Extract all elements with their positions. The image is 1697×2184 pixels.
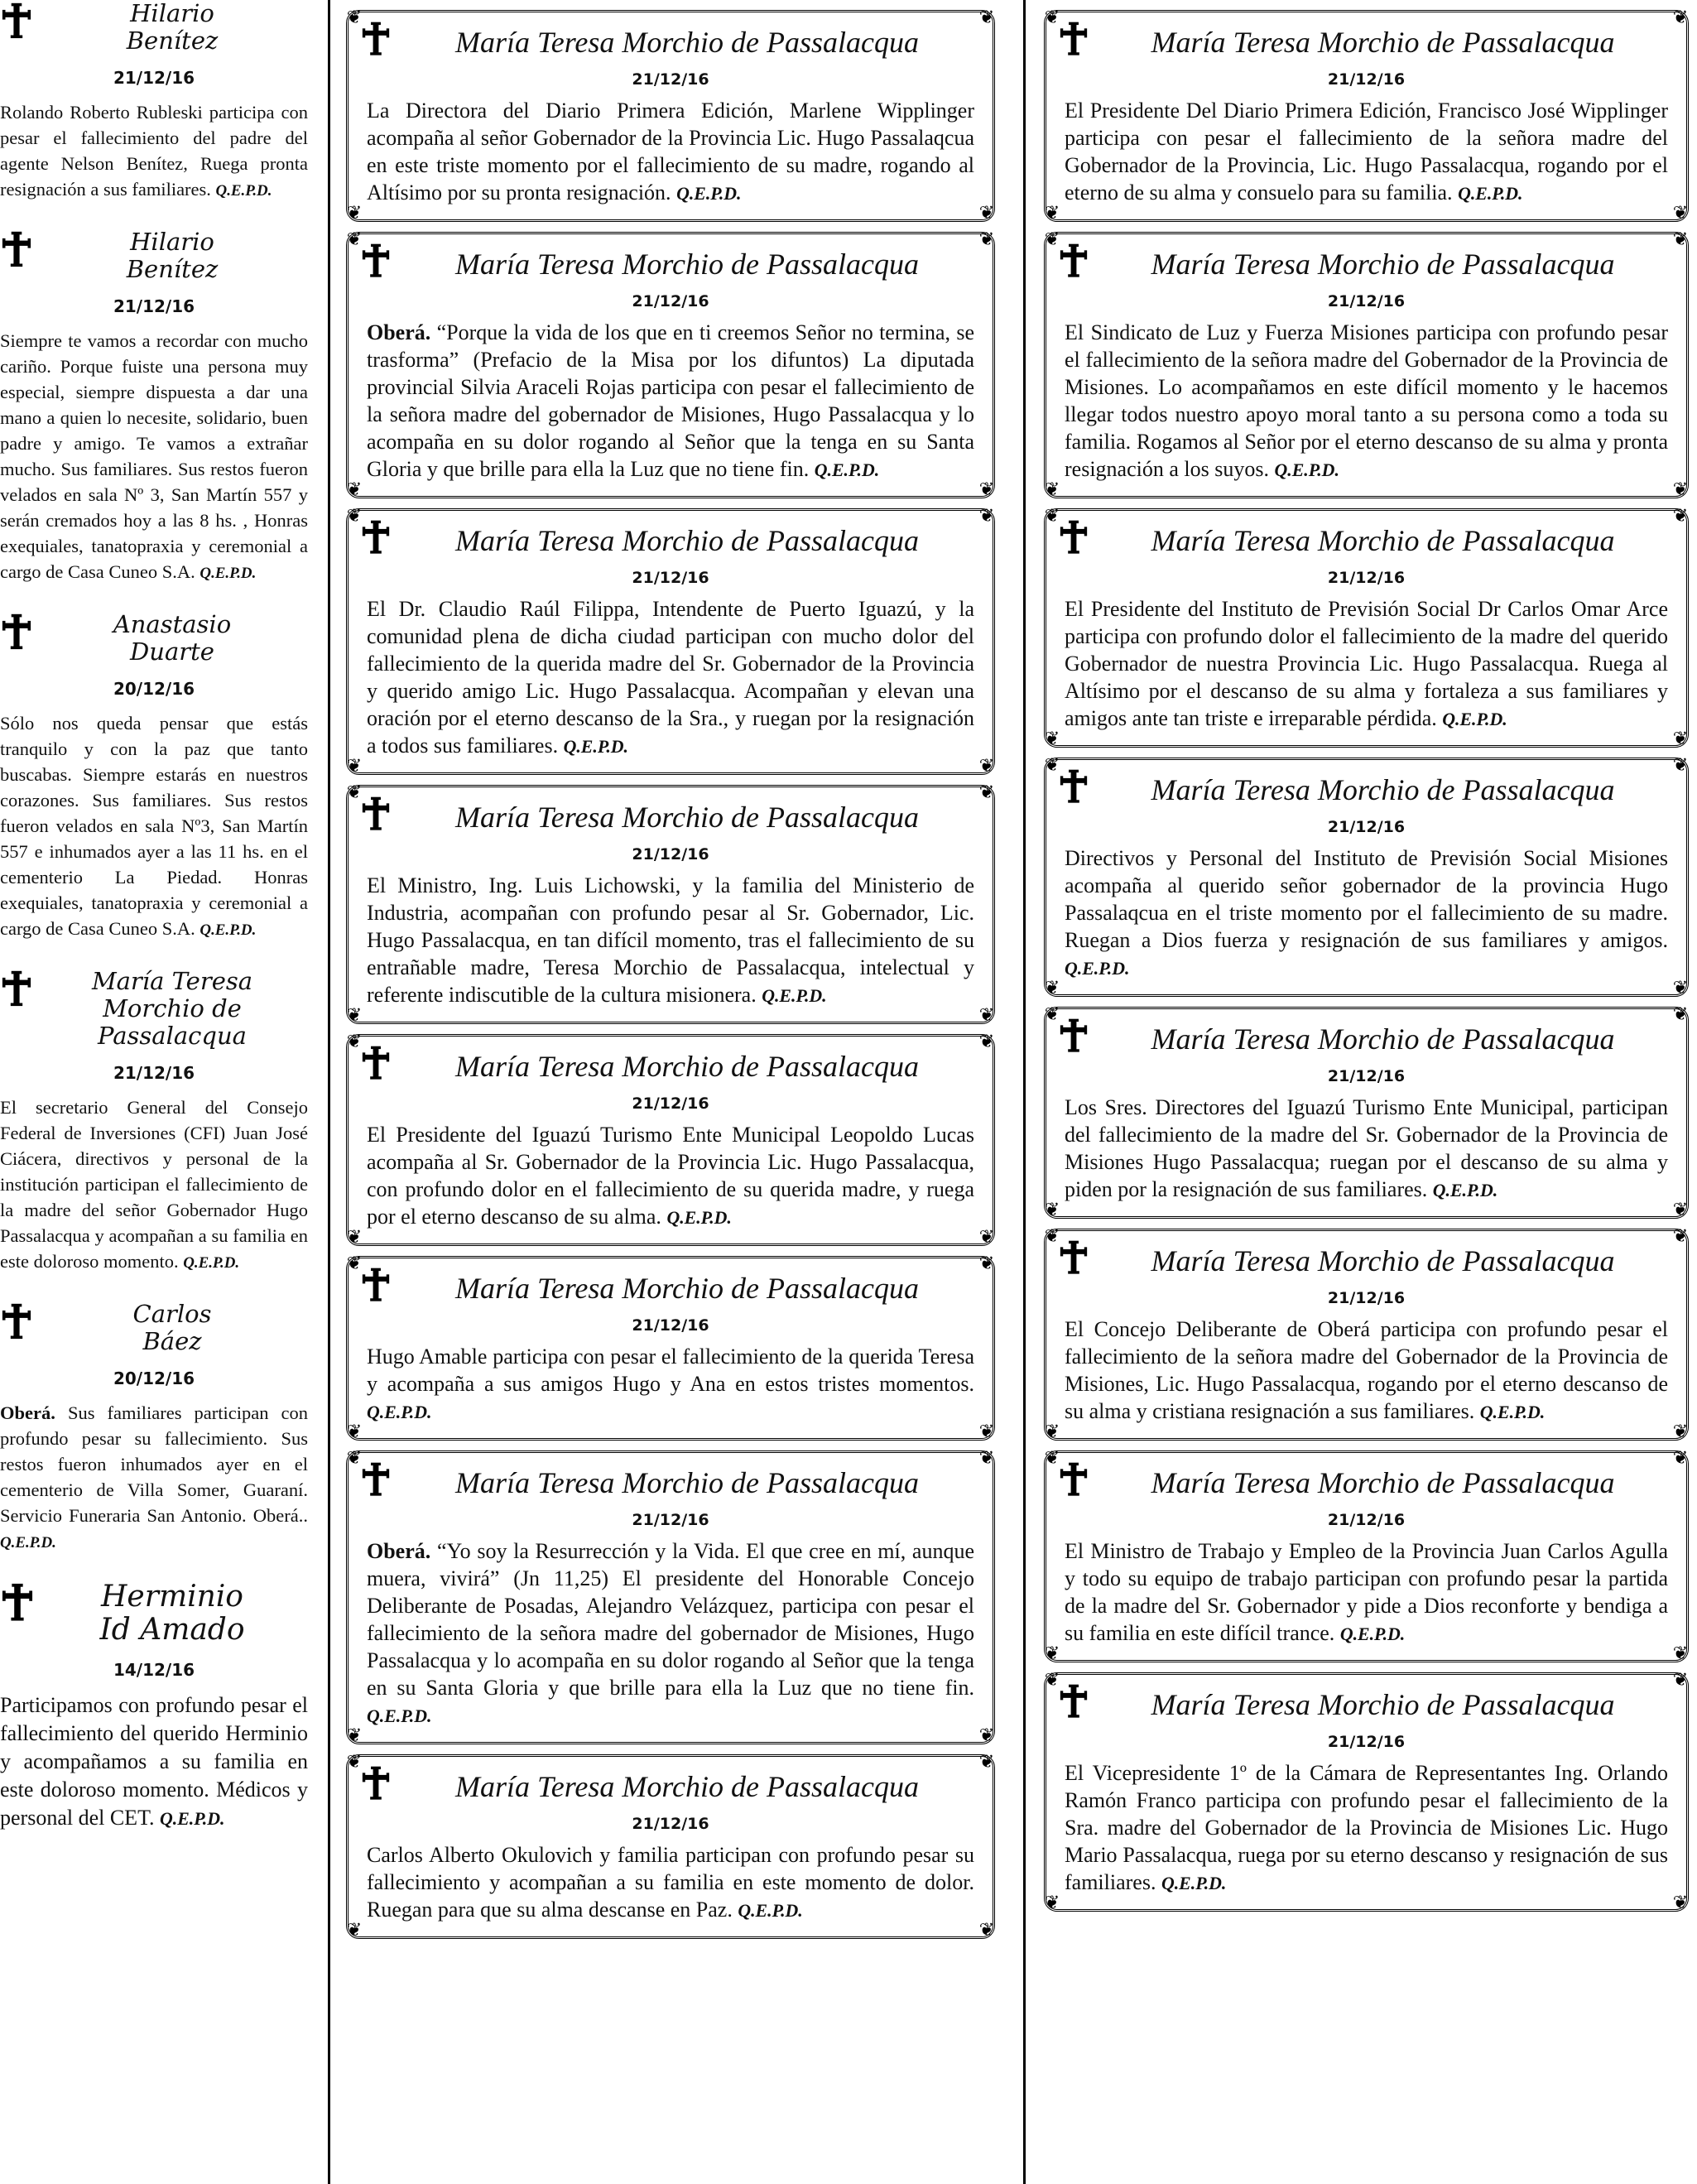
obituary-notice: [0, 611, 308, 943]
notice-title: María Teresa Morchio de Passalacqua: [1151, 1244, 1615, 1277]
corner-ornament-icon: ❦: [346, 1725, 363, 1746]
cross-icon: [2, 230, 31, 267]
corner-ornament-icon: ❦: [978, 1227, 995, 1248]
deceased-name-line: María Teresa: [91, 967, 253, 995]
corner-ornament-icon: ❦: [1044, 229, 1060, 250]
notice-date: 21/12/16: [1327, 70, 1406, 89]
notice-body: Los Sres. Directores del Iguazú Turismo Ente Municipal, participan del fallecimiento de la madre del Sr. Gobernador de la Provincia de Misiones Hugo Passalacqua; ruegan por el descanso de su alma y piden por la resignación de sus familiares.: [1065, 1095, 1668, 1201]
notice-body: El Dr. Claudio Raúl Filippa, Intendente de Puerto Iguazú, y la comunidad plena de dicha ciudad participan con mucho dolor del fallecimiento de la querida madre del Sr. Gobernador de la Provincia y querido amigo Lic. Hugo Passalacqua. Acompañan y elevan una oración por el eterno descanso de la Sra., y ruegan por la resignación a todos sus familiares.: [367, 597, 974, 758]
notice-title: María Teresa Morchio de Passalacqua: [455, 248, 919, 281]
obituary-notice: [0, 0, 308, 204]
notice-text: [1065, 319, 1668, 484]
deceased-name-line: Hilario: [130, 228, 214, 256]
notice-text: [1065, 1316, 1668, 1426]
notice-date: 21/12/16: [113, 296, 195, 316]
qepd-mark: Q.E.P.D.: [215, 182, 272, 200]
corner-ornament-icon: ❦: [1044, 1226, 1060, 1247]
notice-date: 21/12/16: [632, 292, 709, 310]
notice-date: 21/12/16: [1327, 1733, 1406, 1751]
place-name: Oberá.: [0, 1402, 55, 1423]
qepd-mark: Q.E.P.D.: [1339, 1624, 1406, 1644]
notice-body: La Directora del Diario Primera Edición, Marlene Wipplinger acompaña al señor Gobernador de la Provincia Lic. Hugo Passalaqcua en este triste momento por el fallecimiento de su madre, rogando al Altísimo por su pronta resignación.: [367, 99, 974, 204]
notice-title: María Teresa Morchio de Passalacqua: [455, 26, 919, 59]
corner-ornament-icon: ❦: [978, 506, 995, 527]
left-column: [0, 0, 308, 2184]
deceased-name-line: Duarte: [130, 637, 214, 666]
corner-ornament-icon: ❦: [1672, 729, 1689, 749]
condolence-notice: [1044, 1450, 1689, 1662]
corner-ornament-icon: ❦: [978, 756, 995, 777]
corner-ornament-icon: ❦: [1672, 755, 1689, 776]
corner-ornament-icon: ❦: [978, 1032, 995, 1052]
notice-text: [1065, 1759, 1668, 1898]
notice-text: [1065, 97, 1668, 208]
notice-body: Rolando Roberto Rubleski participa con pesar el fallecimiento del padre del agente Nelson Benítez, Ruega pronta resignación a sus familiares.: [0, 102, 308, 200]
notice-date: 21/12/16: [1327, 569, 1406, 587]
notice-body: “Yo soy la Resurrección y la Vida. El que cree en mí, aunque muera, vivirá” (Jn 11,25) El presidente del Honorable Concejo Deliberante de Posadas, Alejandro Velázquez, participa con pesar el fallecimiento de la señora madre del gobernador de Misiones, Hugo Passalacqua y lo acompaña en su dolor rogando al Señor que la tenga en su Santa Gloria y que brille para ella la Luz que no tiene fin.: [367, 1539, 974, 1700]
corner-ornament-icon: ❦: [1672, 229, 1689, 250]
column-rule-left: [328, 0, 330, 2184]
notice-text: [367, 97, 974, 208]
qepd-mark: Q.E.P.D.: [814, 460, 880, 480]
corner-ornament-icon: ❦: [346, 1032, 363, 1052]
notice-date: 21/12/16: [632, 1094, 709, 1113]
cross-icon: [1060, 243, 1088, 278]
notice-body: Carlos Alberto Okulovich y familia participan con profundo pesar su fallecimiento y acompañan a su familia en este momento de dolor. Ruegan para que su alma descanse en Paz.: [367, 1843, 974, 1922]
corner-ornament-icon: ❦: [1044, 1004, 1060, 1025]
notice-date: 21/12/16: [1327, 1511, 1406, 1529]
cross-icon: [362, 519, 390, 555]
deceased-name-line: Benítez: [126, 26, 219, 55]
notice-date: 20/12/16: [113, 1369, 195, 1388]
notice-date: 21/12/16: [113, 68, 195, 88]
corner-ornament-icon: ❦: [978, 1422, 995, 1442]
notice-text: [1065, 1094, 1668, 1205]
deceased-name-line: Báez: [142, 1327, 202, 1355]
corner-ornament-icon: ❦: [346, 756, 363, 777]
cross-icon: [2, 2, 31, 39]
corner-ornament-icon: ❦: [1044, 1670, 1060, 1691]
qepd-mark: Q.E.P.D.: [1274, 460, 1339, 480]
qepd-mark: Q.E.P.D.: [367, 1706, 432, 1726]
notice-text: [0, 1691, 308, 1833]
notice-title: María Teresa Morchio de Passalacqua: [1151, 1022, 1615, 1056]
corner-ornament-icon: ❦: [346, 1448, 363, 1469]
notice-body: El secretario General del Consejo Federal de Inversiones (CFI) Juan José Ciácera, directivos y personal de la institución participan el fallecimiento de la madre del señor Gobernador Hugo Passalacqua y acompañan a su familia en este doloroso momento.: [0, 1097, 308, 1272]
notice-date: 21/12/16: [113, 1063, 195, 1083]
deceased-name: [36, 1580, 308, 1647]
corner-ornament-icon: ❦: [978, 7, 995, 28]
deceased-name-line: Anastasio: [113, 610, 232, 638]
condolence-notice: [1044, 508, 1689, 748]
corner-ornament-icon: ❦: [1672, 1670, 1689, 1691]
notice-text: [367, 1343, 974, 1426]
notice-body: Sólo nos queda pensar que estás tranquilo y con la paz que tanto buscabas. Siempre estarás en nuestros corazones. Sus familiares. Sus restos fueron velados en sala Nº3, San Martín 557 e inhumados ayer a las 11 hs. en el cementerio La Piedad. Honras exequiales, tanatopraxia y ceremonial a cargo de Casa Cuneo S.A.: [0, 713, 308, 939]
corner-ornament-icon: ❦: [1672, 1893, 1689, 1913]
corner-ornament-icon: ❦: [346, 506, 363, 527]
cross-icon: [1060, 519, 1088, 555]
notice-title: María Teresa Morchio de Passalacqua: [455, 1466, 919, 1499]
cross-icon: [2, 613, 31, 650]
corner-ornament-icon: ❦: [346, 1227, 363, 1248]
notice-body: El Vicepresidente 1º de la Cámara de Representantes Ing. Orlando Ramón Franco participa con profundo pesar el fallecimiento de la Sra. madre del Gobernador de la Provincia de Misiones Lic. Hugo Mario Passalacqua, ruega por su eterno descanso y resignación de sus familiares.: [1065, 1761, 1668, 1894]
qepd-mark: Q.E.P.D.: [762, 986, 827, 1006]
corner-ornament-icon: ❦: [1672, 1004, 1689, 1025]
deceased-name-line: Id Amado: [99, 1613, 245, 1647]
notice-text: [0, 1400, 308, 1556]
notice-title: María Teresa Morchio de Passalacqua: [455, 1050, 919, 1083]
corner-ornament-icon: ❦: [1672, 479, 1689, 500]
qepd-mark: Q.E.P.D.: [183, 1254, 240, 1272]
corner-ornament-icon: ❦: [346, 203, 363, 224]
corner-ornament-icon: ❦: [1044, 755, 1060, 776]
qepd-mark: Q.E.P.D.: [1442, 710, 1507, 729]
notice-body: Sus familiares participan con profundo pesar su fallecimiento. Sus restos fueron inhumados ayer en el cementerio de Villa Somer, Guaraní. Servicio Funeraria San Antonio. Oberá..: [0, 1402, 308, 1526]
deceased-name-line: Morchio de Passalacqua: [98, 994, 247, 1050]
condolence-notice: [346, 229, 995, 500]
corner-ornament-icon: ❦: [1044, 1643, 1060, 1664]
notice-date: 21/12/16: [632, 845, 709, 863]
cross-icon: [2, 1582, 33, 1622]
condolence-notice: [346, 508, 995, 775]
corner-ornament-icon: ❦: [1672, 7, 1689, 28]
notice-body: El Concejo Deliberante de Oberá participa con profundo pesar el fallecimiento de la señora madre del Gobernador de la Provincia de Misiones, Lic. Hugo Passalacqua, rogando por el eterno descanso de su alma y cristiana resignación a sus familiares.: [1065, 1317, 1668, 1423]
notice-text: [367, 595, 974, 761]
corner-ornament-icon: ❦: [346, 782, 363, 803]
notice-text: [1065, 595, 1668, 734]
corner-ornament-icon: ❦: [1672, 506, 1689, 527]
deceased-name: [36, 968, 308, 1050]
condolence-notice: [346, 1450, 995, 1744]
right-column: [1039, 0, 1697, 2184]
notice-body: “Porque la vida de los que en ti creemos Señor no termina, se trasforma” (Prefacio de la Misa por los difuntos) La diputada provincial Silvia Araceli Rojas participa con pesar el fallecimiento de la señora madre del gobernador de Misiones, Hugo Passalacqua y lo acompaña en su dolor rogando al Señor que la tenga en su Santa Gloria y que brille para ella la Luz que no tiene fin.: [367, 320, 975, 481]
notice-title: María Teresa Morchio de Passalacqua: [1151, 773, 1615, 806]
qepd-mark: Q.E.P.D.: [676, 184, 742, 204]
notice-text: [1065, 1537, 1668, 1648]
notice-title: María Teresa Morchio de Passalacqua: [1151, 524, 1615, 557]
condolence-notice: [1044, 229, 1689, 500]
obituary-notice: [0, 229, 308, 586]
corner-ornament-icon: ❦: [1044, 1200, 1060, 1220]
cross-icon: [362, 1267, 390, 1302]
condolence-notice: [346, 1034, 995, 1246]
deceased-name-line: Carlos: [132, 1300, 212, 1328]
corner-ornament-icon: ❦: [346, 7, 363, 28]
notice-body: El Presidente del Instituto de Previsión Social Dr Carlos Omar Arce participa con profundo dolor el fallecimiento de la madre del querido Gobernador de nuestra Provincia Lic. Hugo Passalacqua. Ruega al Altísimo por el descanso de su alma y fortaleza a sus familiares y amigos ante tan triste e irreparable pérdida.: [1065, 597, 1668, 730]
corner-ornament-icon: ❦: [978, 782, 995, 803]
notice-body: Siempre te vamos a recordar con mucho cariño. Porque fuiste una persona muy especial, siempre dispuesta a dar una mano a quien lo necesite, solidario, buen padre y amigo. Te vamos a extrañar mucho. Sus familiares. Sus restos fueron velados en sala Nº 3, San Martín 557 y serán cremados hoy a las 8 hs. , Honras exequiales, tanatopraxia y ceremonial a cargo de Casa Cuneo S.A.: [0, 330, 308, 582]
cross-icon: [362, 1045, 390, 1080]
corner-ornament-icon: ❦: [978, 1253, 995, 1274]
deceased-name: [36, 611, 308, 666]
corner-ornament-icon: ❦: [978, 203, 995, 224]
notice-text: [0, 1094, 308, 1276]
corner-ornament-icon: ❦: [346, 1752, 363, 1773]
corner-ornament-icon: ❦: [1672, 1448, 1689, 1469]
notice-date: 21/12/16: [632, 1316, 709, 1335]
cross-icon: [1060, 1461, 1088, 1497]
cross-icon: [1060, 21, 1088, 56]
corner-ornament-icon: ❦: [346, 1422, 363, 1442]
notice-text: [367, 319, 974, 484]
corner-ornament-icon: ❦: [1044, 203, 1060, 224]
corner-ornament-icon: ❦: [346, 479, 363, 500]
corner-ornament-icon: ❦: [1044, 978, 1060, 998]
qepd-mark: Q.E.P.D.: [1479, 1402, 1546, 1422]
qepd-mark: Q.E.P.D.: [367, 1402, 432, 1422]
deceased-name-line: Benítez: [126, 255, 219, 283]
condolence-notice: [1044, 1226, 1689, 1442]
deceased-name: [36, 1301, 308, 1355]
obituary-notice: [0, 968, 308, 1276]
notice-body: El Presidente del Iguazú Turismo Ente Municipal Leopoldo Lucas acompaña al Sr. Gobernador de la Provincia Lic. Hugo Passalacqua, con profundo dolor en el fallecimiento de su querida madre, y ruega por el eterno descanso de su alma.: [367, 1123, 974, 1229]
notice-body: Directivos y Personal del Instituto de Previsión Social Misiones acompaña al querido señor gobernador de la provincia Hugo Passalaqcua en el triste momento por el fallecimiento de su madre. Ruegan a Dios fuerza y resignación de sus familiares y amigos.: [1065, 846, 1668, 952]
cross-icon: [362, 1461, 390, 1497]
corner-ornament-icon: ❦: [346, 1253, 363, 1274]
obituary-notice: [0, 1301, 308, 1556]
cross-icon: [1060, 768, 1088, 804]
qepd-mark: Q.E.P.D.: [563, 737, 629, 757]
notice-date: 21/12/16: [1327, 1289, 1406, 1307]
place-name: Oberá.: [367, 320, 431, 344]
notice-text: [1065, 844, 1668, 983]
notice-date: 21/12/16: [632, 1511, 709, 1529]
qepd-mark: Q.E.P.D.: [1161, 1874, 1227, 1893]
notice-text: [0, 328, 308, 586]
condolence-notice: [1044, 755, 1689, 998]
qepd-mark: Q.E.P.D.: [200, 921, 257, 939]
notice-title: María Teresa Morchio de Passalacqua: [1151, 248, 1615, 281]
notice-title: María Teresa Morchio de Passalacqua: [455, 1272, 919, 1305]
qepd-mark: Q.E.P.D.: [666, 1208, 732, 1228]
qepd-mark: Q.E.P.D.: [1432, 1181, 1498, 1200]
notice-body: Participamos con profundo pesar el fallecimiento del querido Herminio y acompañamos a su familia en este doloroso momento. Médicos y personal del CET.: [0, 1693, 308, 1830]
deceased-name: [36, 229, 308, 283]
notice-text: [367, 1537, 974, 1730]
corner-ornament-icon: ❦: [978, 1005, 995, 1026]
corner-ornament-icon: ❦: [1044, 1448, 1060, 1469]
cross-icon: [362, 796, 390, 831]
corner-ornament-icon: ❦: [346, 1005, 363, 1026]
cross-icon: [362, 21, 390, 56]
condolence-notice: [1044, 1672, 1689, 1912]
cross-icon: [1060, 1017, 1088, 1053]
notice-title: María Teresa Morchio de Passalacqua: [455, 524, 919, 557]
corner-ornament-icon: ❦: [1044, 1422, 1060, 1442]
qepd-mark: Q.E.P.D.: [1065, 959, 1130, 979]
corner-ornament-icon: ❦: [1044, 506, 1060, 527]
corner-ornament-icon: ❦: [978, 1725, 995, 1746]
corner-ornament-icon: ❦: [1672, 1643, 1689, 1664]
notice-text: [367, 1841, 974, 1925]
corner-ornament-icon: ❦: [346, 1920, 363, 1941]
cross-icon: [362, 243, 390, 278]
corner-ornament-icon: ❦: [978, 1752, 995, 1773]
notice-date: 21/12/16: [632, 569, 709, 587]
notice-text: [0, 99, 308, 204]
obituary-notice: [0, 1580, 308, 1833]
corner-ornament-icon: ❦: [1044, 7, 1060, 28]
corner-ornament-icon: ❦: [346, 229, 363, 250]
notice-date: 21/12/16: [1327, 818, 1406, 836]
notice-body: Hugo Amable participa con pesar el fallecimiento de la querida Teresa y acompaña a sus amigos Hugo y Ana en estos tristes momentos.: [367, 1345, 974, 1396]
qepd-mark: Q.E.P.D.: [160, 1809, 225, 1829]
corner-ornament-icon: ❦: [1044, 729, 1060, 749]
notice-title: María Teresa Morchio de Passalacqua: [1151, 1466, 1615, 1499]
corner-ornament-icon: ❦: [1044, 1893, 1060, 1913]
corner-ornament-icon: ❦: [978, 1448, 995, 1469]
corner-ornament-icon: ❦: [1672, 203, 1689, 224]
condolence-notice: [1044, 1004, 1689, 1220]
corner-ornament-icon: ❦: [1044, 479, 1060, 500]
corner-ornament-icon: ❦: [978, 229, 995, 250]
notice-body: El Ministro de Trabajo y Empleo de la Provincia Juan Carlos Agulla y todo su equipo de trabajo participan con profundo pesar la partida de la madre del Sr. Gobernador y pide a Dios reconforte y bendiga a su familia en este difícil trance.: [1065, 1539, 1668, 1645]
notice-title: María Teresa Morchio de Passalacqua: [1151, 1688, 1615, 1721]
cross-icon: [1060, 1239, 1088, 1275]
notice-text: [0, 710, 308, 943]
cross-icon: [2, 1302, 31, 1340]
qepd-mark: Q.E.P.D.: [200, 565, 257, 582]
notice-title: María Teresa Morchio de Passalacqua: [455, 801, 919, 834]
notice-date: 20/12/16: [113, 679, 195, 699]
corner-ornament-icon: ❦: [1672, 978, 1689, 998]
condolence-notice: [346, 7, 995, 224]
notice-body: El Ministro, Ing. Luis Lichowski, y la familia del Ministerio de Industria, acompañan con profundo pesar al Sr. Gobernador, Lic. Hugo Passalacqua, en tan difícil momento, tras el fallecimiento de su entrañable madre, Teresa Morchio de Passalacqua, intelectual y referente indiscutible de la cultura misionera.: [367, 873, 974, 1007]
condolence-notice: [1044, 7, 1689, 224]
notice-date: 21/12/16: [632, 1815, 709, 1833]
deceased-name: [36, 0, 308, 55]
notice-date: 21/12/16: [632, 70, 709, 89]
cross-icon: [362, 1765, 390, 1801]
corner-ornament-icon: ❦: [978, 1920, 995, 1941]
notice-date: 21/12/16: [1327, 292, 1406, 310]
qepd-mark: Q.E.P.D.: [738, 1901, 803, 1921]
corner-ornament-icon: ❦: [1672, 1200, 1689, 1220]
notice-date: 21/12/16: [1327, 1067, 1406, 1085]
notice-text: [367, 1121, 974, 1232]
column-rule-right: [1023, 0, 1026, 2184]
qepd-mark: Q.E.P.D.: [1458, 184, 1523, 204]
condolence-notice: [346, 1253, 995, 1442]
notice-body: El Presidente Del Diario Primera Edición, Francisco José Wipplinger participa con pesar el fallecimiento de la señora madre del Gobernador de la Provincia, Lic. Hugo Passalacqua, rogando por el eterno de su alma y consuelo para su familia.: [1065, 99, 1668, 204]
qepd-mark: Q.E.P.D.: [0, 1534, 56, 1551]
corner-ornament-icon: ❦: [978, 479, 995, 500]
place-name: Oberá.: [367, 1539, 431, 1563]
corner-ornament-icon: ❦: [1672, 1422, 1689, 1442]
notice-date: 14/12/16: [113, 1660, 195, 1680]
deceased-name-line: Hilario: [130, 0, 214, 27]
deceased-name-line: Herminio: [101, 1580, 243, 1614]
middle-column: [341, 0, 1003, 2184]
condolence-notice: [346, 782, 995, 1026]
notice-text: [367, 872, 974, 1010]
cross-icon: [1060, 1683, 1088, 1719]
condolence-notice: [346, 1754, 995, 1939]
cross-icon: [2, 969, 31, 1007]
notice-body: El Sindicato de Luz y Fuerza Misiones participa con profundo pesar el fallecimiento de la señora madre del Gobernador de la Provincia de Misiones. Lo acompañamos en este difícil momento y le hacemos llegar todos nuestro apoyo moral tanto a su persona como a toda su familia. Rogamos al Señor por el eterno descanso de su alma y pronta resignación a los suyos.: [1065, 320, 1668, 481]
corner-ornament-icon: ❦: [1672, 1226, 1689, 1247]
notice-title: María Teresa Morchio de Passalacqua: [1151, 26, 1615, 59]
notice-title: María Teresa Morchio de Passalacqua: [455, 1770, 919, 1803]
